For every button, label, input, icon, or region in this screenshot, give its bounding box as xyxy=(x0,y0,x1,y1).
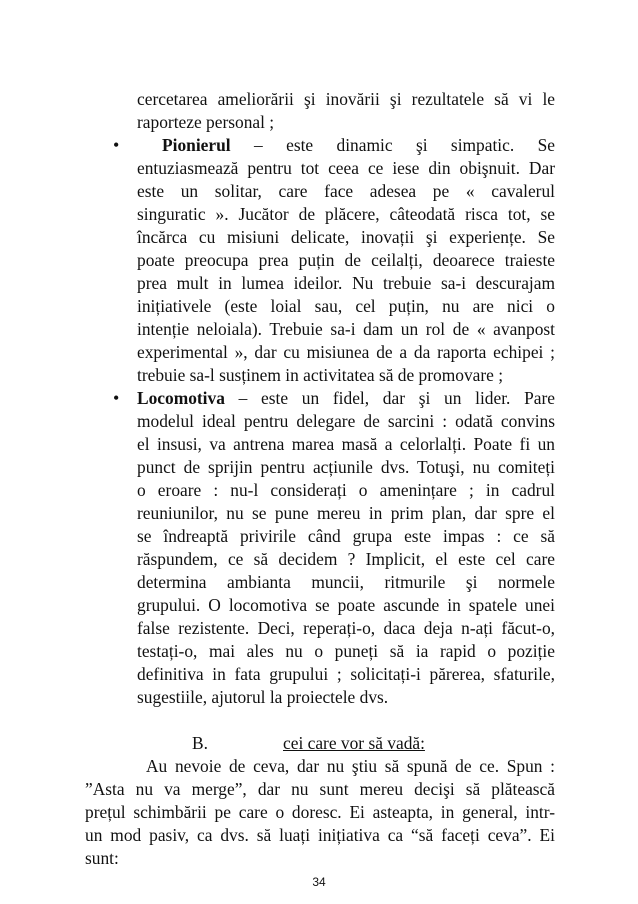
text-line: intenție neloiala). Trebuie sa-i dam un rol de « avanpost xyxy=(137,319,555,339)
text-line: un mod pasiv, ca dvs. să luați inițiativa ca “să faceți ceva”. Ei xyxy=(85,825,555,845)
term-description: – este un fidel, dar şi un lider. Pare xyxy=(224,388,555,408)
term-locomotiva: Locomotiva xyxy=(137,388,225,408)
text-line: ”Asta nu va merge”, dar nu sunt mereu decişi să plătească xyxy=(85,779,555,799)
bullet-lead-line xyxy=(162,134,555,156)
text-line: modelul ideal pentru delegare de sarcini : odată convins xyxy=(137,411,555,431)
text-line: determina ambianta muncii, ritmurile şi normele xyxy=(137,572,555,592)
text-line: singuratic ». Jucător de plăcere, câteodată risca tot, se xyxy=(137,204,555,224)
text-line: reuniunilor, nu se pune mereu in prim plan, dar spre el xyxy=(137,503,555,523)
term-description: – este dinamic şi simpatic. Se xyxy=(230,135,555,155)
text-line: trebuie sa-l susținem in activitatea să de promovare ; xyxy=(137,365,504,385)
text-line: Au nevoie de ceva, dar nu ştiu să spună de ce. Spun : xyxy=(146,756,555,776)
text-line: experimental », dar cu misiunea de a da raporta echipei ; xyxy=(137,342,555,362)
text-line: testați-o, mai ales nu o puneți să ia rapid o poziție xyxy=(137,641,555,661)
text-line: el insusi, va antrena marea masă a celorlalți. Poate fi un xyxy=(137,434,555,454)
section-title: cei care vor să vadă: xyxy=(283,733,425,753)
page-number: 34 xyxy=(312,875,326,889)
text-line: poate preocupa prea puțin de ceilalți, deoarece traieste xyxy=(137,250,555,270)
text-line: cercetarea ameliorării şi inovării şi rezultatele să vi le xyxy=(137,89,555,109)
bullet-point: • xyxy=(113,388,120,408)
text-line: sunt: xyxy=(85,848,119,868)
text-line: o eroare : nu-l considerați o amenințare ; in cadrul xyxy=(137,480,555,500)
text-line: entuziasmează pentru tot ceea ce iese din obişnuit. Dar xyxy=(137,158,555,178)
text-line: se îndreaptă privirile când grupa este impas : ce să xyxy=(137,526,555,546)
text-line: definitiva in fata grupului ; solicitați-i părerea, sfaturile, xyxy=(137,664,555,684)
bullet-point: • xyxy=(113,135,120,155)
text-line: raporteze personal ; xyxy=(137,112,275,132)
bullet-lead-line xyxy=(137,387,555,409)
text-line: este un solitar, care face adesea pe « cavalerul xyxy=(137,181,555,201)
text-line: răspundem, ce să decidem ? Implicit, el este cel care xyxy=(137,549,555,569)
text-line: grupului. O locomotiva se poate ascunde in spatele unei xyxy=(137,595,555,615)
text-line: punct de sprijin pentru acțiunile dvs. Totuşi, nu comiteți xyxy=(137,457,555,477)
text-line: prea mult in lumea ideilor. Nu trebuie sa-i descurajam xyxy=(137,273,555,293)
text-line: sugestiile, ajutorul la proiectele dvs. xyxy=(137,687,389,707)
text-line: prețul schimbării pe care o doresc. Ei asteapta, in general, intr- xyxy=(85,802,555,822)
section-letter: B. xyxy=(192,733,208,753)
term-pionierul: Pionierul xyxy=(162,135,231,155)
text-line: false rezistente. Deci, reperați-o, daca deja n-ați făcut-o, xyxy=(137,618,555,638)
text-line: inițiativele (este loial sau, cel puțin, nu are nici o xyxy=(137,296,555,316)
text-line: încărca cu misiuni delicate, inovații şi experiențe. Se xyxy=(137,227,555,247)
